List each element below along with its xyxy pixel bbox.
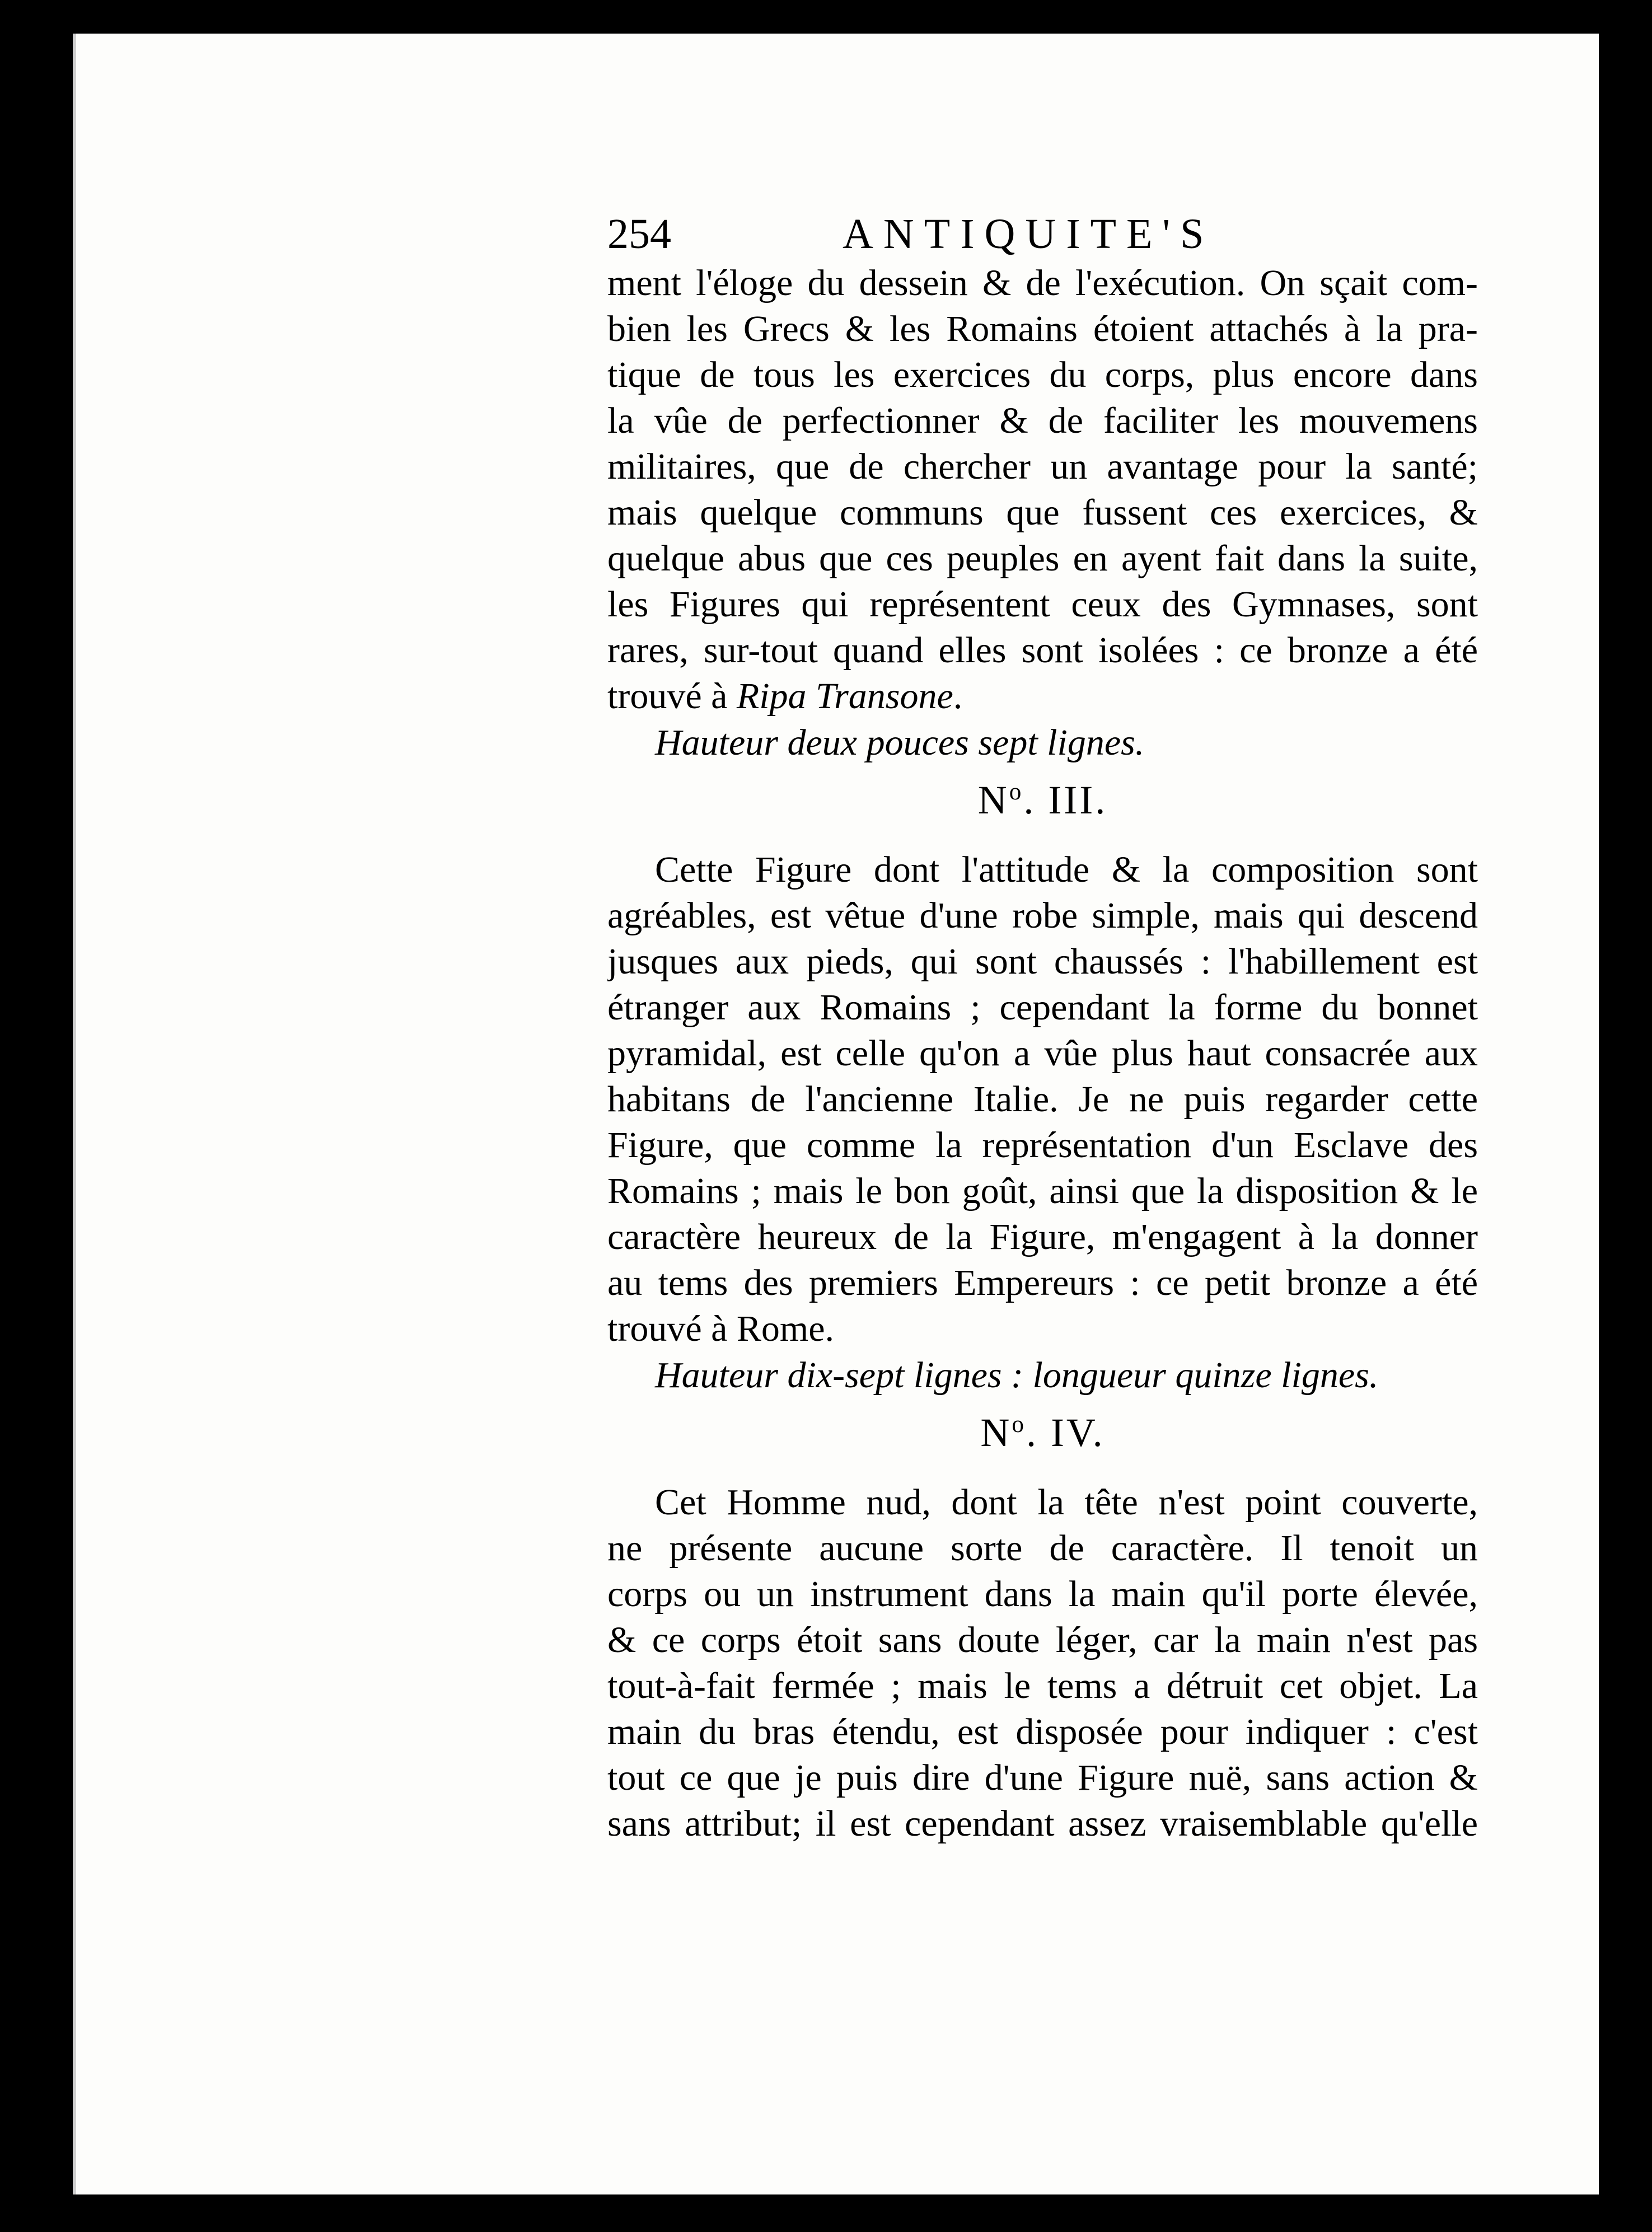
heading-number: . III. [1023,778,1108,822]
text-line: habitans de l'ancienne Italie. Je ne puis regarder cette [607,1079,1478,1120]
text-line: sans attribut; il est cependant assez vraisemblable qu'elle [607,1803,1478,1844]
heading-superscript: o [1012,1411,1026,1438]
text-line: main du bras étendu, est disposée pour indiquer : c'est [607,1711,1478,1752]
text-line: pyramidal, est celle qu'on a vûe plus haut consacrée aux [607,1033,1478,1074]
text-line: tout ce que je puis dire d'une Figure nuë, sans action & [607,1757,1478,1798]
section-iii [607,847,1478,1399]
text-line: tique de tous les exercices du corps, plus encore dans [607,354,1478,395]
text-line: militaires, que de chercher un avantage pour la santé; [607,446,1478,487]
text-line: caractère heureux de la Figure, m'engagent à la donner [607,1216,1478,1257]
text-line: quelque abus que ces peuples en ayent fait dans la suite, [607,538,1478,579]
text-line [607,673,1478,719]
text-line: ne présente aucune sorte de caractère. Il tenoit un [607,1528,1478,1569]
running-title: ANTIQUITE'S [843,210,1214,258]
dimension-caption: Hauteur deux pouces sept lignes. [655,722,1145,763]
text-fragment: . [953,676,963,717]
text-line: agréables, est vêtue d'une robe simple, mais qui descend [607,895,1478,936]
text-line: & ce corps étoit sans doute léger, car la main n'est pas [607,1620,1478,1660]
heading-superscript: o [1009,779,1024,805]
text-line: trouvé à Rome. [607,1308,835,1349]
section-heading-iv [607,1399,1478,1466]
text-line: Romains ; mais le bon goût, ainsi que la disposition & le [607,1171,1478,1211]
text-line: jusques aux pieds, qui sont chaussés : l'habillement est [607,941,1478,982]
heading-prefix: N [977,778,1009,822]
place-name: Ripa Transone [736,676,953,717]
text-fragment: trouvé à [607,676,737,717]
text-line: ment l'éloge du dessein & de l'exécution. On sçait com- [607,263,1478,303]
section-continuation [607,260,1478,766]
heading-prefix: N [980,1410,1012,1455]
section-iv [607,1480,1478,1847]
text-line: étranger aux Romains ; cependant la forme du bonnet [607,987,1478,1028]
text-line: Cet Homme nud, dont la tête n'est point couverte, [655,1482,1478,1523]
page-number: 254 [607,210,671,258]
scan-border [0,0,1652,34]
text-line: la vûe de perfectionner & de faciliter les mouvemens [607,400,1478,441]
text-line: Figure, que comme la représentation d'un Esclave des [607,1125,1478,1166]
text-line: rares, sur-tout quand elles sont isolées : ce bronze a été [607,630,1478,671]
dimension-caption: Hauteur dix-sept lignes : longueur quinze lignes. [655,1355,1379,1396]
heading-number: . IV. [1026,1410,1105,1455]
text-line: Cette Figure dont l'attitude & la composition sont [655,849,1478,890]
text-line: au tems des premiers Empereurs : ce petit bronze a été [607,1262,1478,1303]
text-line: mais quelque communs que fussent ces exercices, & [607,492,1478,533]
text-line: bien les Grecs & les Romains étoient attachés à la pra- [607,308,1478,349]
body-text [607,260,1478,1847]
text-line: corps ou un instrument dans la main qu'il porte élevée, [607,1574,1478,1615]
text-line: les Figures qui représentent ceux des Gymnases, sont [607,584,1478,625]
text-line: tout-à-fait fermée ; mais le tems a détruit cet objet. La [607,1665,1478,1706]
section-heading-iii [607,766,1478,834]
